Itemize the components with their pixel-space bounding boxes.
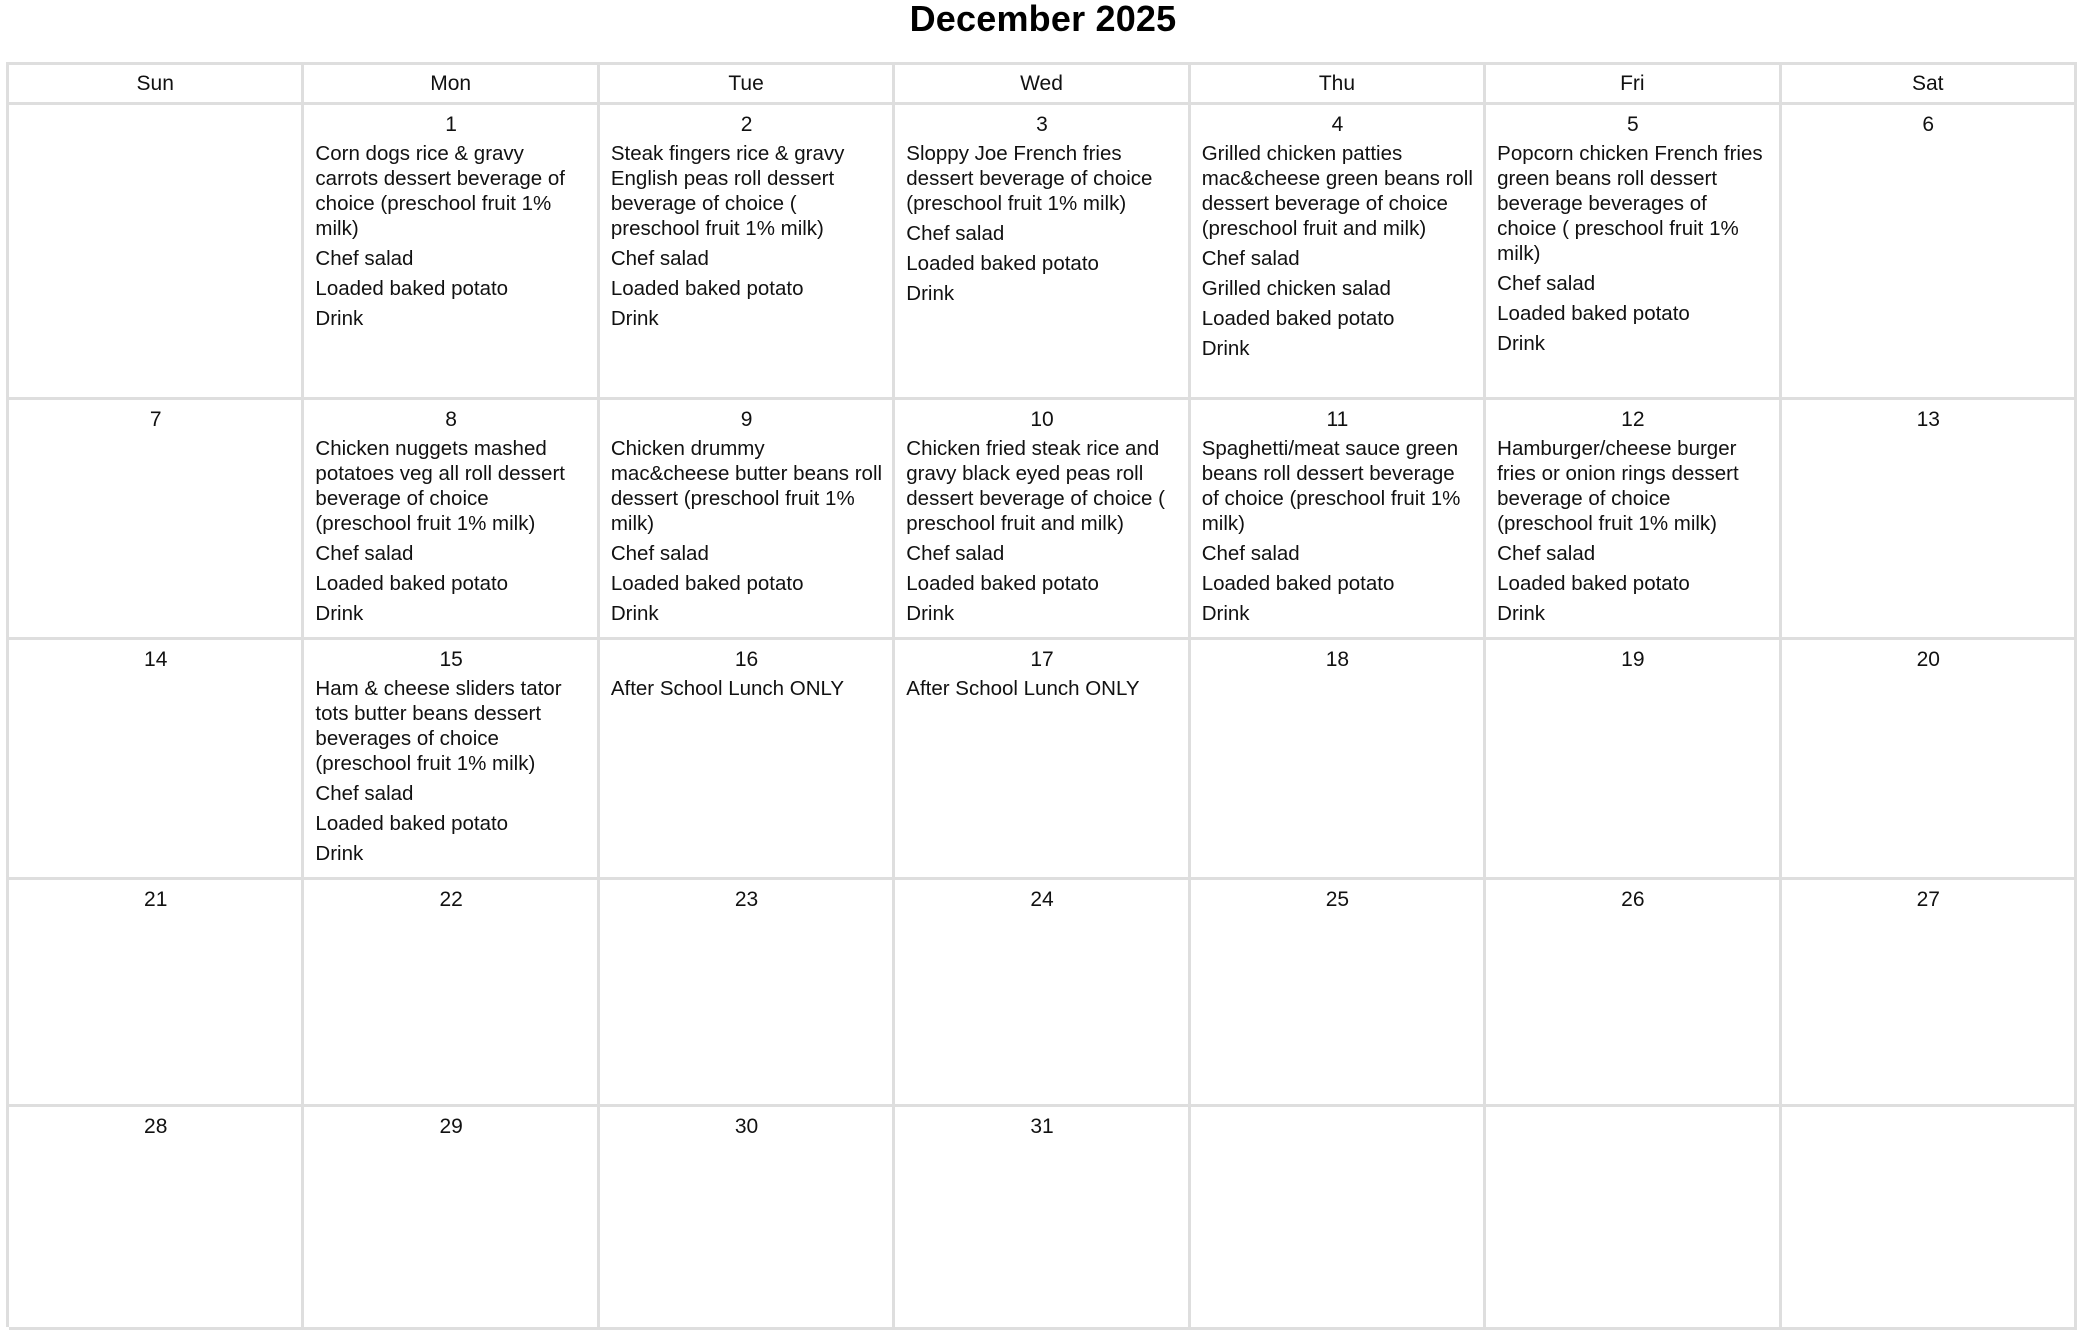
day-number: 12 [1621,408,1645,431]
day-number: 29 [439,1115,463,1138]
weekday-header-sun: Sun [9,65,304,105]
menu-item: Chicken drummy mac&cheese butter beans roll dessert (preschool fruit 1% milk) [610,437,883,535]
weekday-header-wed: Wed [895,65,1190,105]
menu-item: Chicken fried steak rice and gravy black eyed peas roll dessert beverage of choice ( preschool fruit and milk) [906,437,1165,535]
day-number: 15 [439,648,463,671]
day-cell[interactable] [304,105,599,400]
menu-item: Drink [1497,602,1545,625]
day-cell[interactable] [9,880,304,1107]
day-cell[interactable] [9,400,304,640]
day-number: 5 [1627,113,1639,136]
day-number: 20 [1916,648,1940,671]
menu-item: Loaded baked potato [1497,572,1690,595]
day-number: 6 [1922,113,1935,136]
day-number: 25 [1325,888,1350,911]
menu-item: Loaded baked potato [906,572,1099,595]
day-cell[interactable] [9,1107,304,1330]
day-number: 30 [734,1115,759,1138]
menu-item: Chef salad [1497,542,1596,565]
day-cell[interactable] [304,880,599,1107]
menu-item: Chicken nuggets mashed potatoes veg all roll dessert beverage of choice (preschool fruit 1% milk) [315,437,565,535]
day-cell[interactable] [1191,400,1486,640]
day-number: 4 [1331,113,1344,136]
menu-items-list [611,141,882,331]
menu-item: Loaded baked potato [1201,307,1395,330]
menu-items-list [906,436,1177,626]
day-number [1793,1114,2064,1139]
menu-item: Loaded baked potato [315,572,509,595]
day-number: 24 [1030,888,1054,911]
day-cell[interactable] [600,105,895,400]
menu-item: Chef salad [610,542,709,565]
day-number: 14 [144,648,168,671]
day-number: 9 [740,408,753,431]
menu-items-list [906,141,1177,306]
day-cell[interactable] [1191,640,1486,880]
menu-item: Loaded baked potato [906,252,1099,275]
weekday-header-thu: Thu [1191,65,1486,105]
menu-item: Drink [1201,602,1250,625]
menu-items-list [315,436,586,626]
menu-item: Spaghetti/meat sauce green beans roll dessert beverage of choice (preschool fruit 1% milk) [1201,437,1461,535]
day-cell[interactable] [1486,640,1781,880]
weekday-header-tue: Tue [600,65,895,105]
day-cell[interactable] [1782,880,2077,1107]
menu-item: Chef salad [906,542,1005,565]
menu-item: Drink [1497,332,1545,355]
menu-items-list [315,141,586,331]
day-cell[interactable] [1486,400,1781,640]
menu-item: Hamburger/cheese burger fries or onion rings dessert beverage of choice (preschool fruit 1% milk) [1497,437,1739,535]
day-number [20,112,291,137]
day-number: 21 [144,888,168,911]
day-cell[interactable] [9,640,304,880]
day-number: 27 [1916,888,1940,911]
day-number: 11 [1326,408,1349,431]
day-cell[interactable] [9,105,304,400]
day-cell[interactable] [600,640,895,880]
menu-items-list [1497,141,1768,356]
day-cell[interactable] [1782,105,2077,400]
weekday-header-sat: Sat [1782,65,2077,105]
menu-items-list [1497,436,1768,626]
day-cell[interactable] [895,1107,1190,1330]
menu-item: Loaded baked potato [610,572,804,595]
menu-item: Loaded baked potato [1497,302,1690,325]
menu-item: Chef salad [315,782,414,805]
month-calendar-grid [6,62,2077,1327]
menu-items-list [1202,436,1473,626]
menu-item: Drink [1201,337,1250,360]
day-cell[interactable] [895,880,1190,1107]
menu-item: Grilled chicken patties mac&cheese green beans roll dessert beverage of choice (preschool fruit and milk) [1201,142,1473,240]
menu-item: Chef salad [610,247,709,270]
menu-item: Loaded baked potato [1201,572,1395,595]
day-number: 10 [1030,408,1054,431]
day-cell[interactable] [1191,1107,1486,1330]
calendar-title: December 2025 [909,0,1177,39]
day-number: 18 [1325,648,1350,671]
weekday-header-mon: Mon [304,65,599,105]
menu-item: Drink [906,282,955,305]
menu-item: Drink [315,307,364,330]
day-cell[interactable] [600,400,895,640]
day-number: 17 [1030,648,1054,671]
weekday-header-fri: Fri [1486,65,1781,105]
menu-item: Ham & cheese sliders tator tots butter beans dessert beverages of choice (preschool fruit 1% milk) [315,677,562,775]
menu-item: Steak fingers rice & gravy English peas roll dessert beverage of choice ( preschool fruit 1% milk) [610,142,845,240]
menu-item: Loaded baked potato [315,812,509,835]
day-number: 19 [1621,648,1645,671]
menu-item: Drink [906,602,955,625]
menu-item: Popcorn chicken French fries green beans roll dessert beverage beverages of choice ( preschool fruit 1% milk) [1497,142,1763,265]
day-number: 2 [740,113,753,136]
menu-items-list [315,676,586,866]
menu-item: Chef salad [1497,272,1596,295]
day-number: 23 [734,888,759,911]
day-number: 8 [445,408,457,431]
menu-items-list [611,436,882,626]
day-number: 3 [1036,113,1048,136]
menu-items-list [1202,141,1473,361]
menu-item: Chef salad [315,542,414,565]
day-cell[interactable] [895,640,1190,880]
day-number: 22 [439,888,463,911]
day-number: 28 [144,1115,168,1138]
menu-items-list [906,676,1177,701]
day-cell[interactable] [304,1107,599,1330]
day-number: 1 [445,113,457,136]
day-number: 7 [149,408,162,431]
menu-item: Chef salad [1201,542,1300,565]
menu-item: Loaded baked potato [315,277,509,300]
day-cell[interactable] [304,640,599,880]
day-cell[interactable] [1486,1107,1781,1330]
day-number: 16 [734,648,759,671]
menu-item: Chef salad [906,222,1005,245]
menu-item: Drink [610,307,659,330]
day-cell[interactable] [600,1107,895,1330]
day-cell[interactable] [1191,105,1486,400]
day-cell[interactable] [1191,880,1486,1107]
day-cell[interactable] [1486,880,1781,1107]
day-cell[interactable] [1782,1107,2077,1330]
menu-item: After School Lunch ONLY [906,677,1140,700]
day-number: 26 [1621,888,1645,911]
day-cell[interactable] [895,400,1190,640]
menu-item: Chef salad [1201,247,1300,270]
menu-items-list [611,676,882,701]
day-cell[interactable] [895,105,1190,400]
day-cell[interactable] [1782,640,2077,880]
menu-item: Drink [315,602,364,625]
day-number [1202,1114,1473,1139]
day-cell[interactable] [304,400,599,640]
day-cell[interactable] [1782,400,2077,640]
menu-item: Loaded baked potato [610,277,804,300]
menu-item: Grilled chicken salad [1201,277,1391,300]
day-number: 31 [1030,1115,1054,1138]
day-cell[interactable] [600,880,895,1107]
day-number [1497,1114,1768,1139]
day-cell[interactable] [1486,105,1781,400]
menu-item: Corn dogs rice & gravy carrots dessert beverage of choice (preschool fruit 1% milk) [315,142,565,240]
menu-item: Chef salad [315,247,414,270]
menu-item: After School Lunch ONLY [610,677,845,700]
menu-item: Drink [610,602,659,625]
menu-item: Drink [315,842,364,865]
day-number: 13 [1916,408,1940,431]
menu-item: Sloppy Joe French fries dessert beverage of choice (preschool fruit 1% milk) [906,142,1153,215]
